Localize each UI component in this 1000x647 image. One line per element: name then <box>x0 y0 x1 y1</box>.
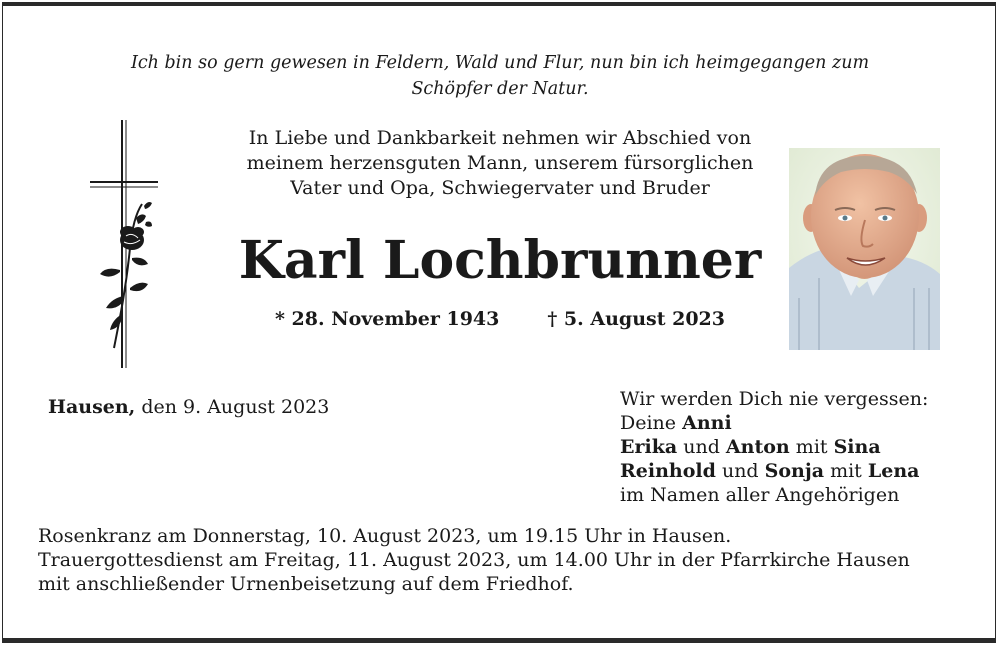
service-info <box>38 524 968 596</box>
motto-verse <box>60 50 940 102</box>
family-line-3 <box>620 435 928 459</box>
family-name: Lena <box>867 460 920 482</box>
motto-line-1: Ich bin so gern gewesen in Feldern, Wald und Flur, nun bin ich heimgegangen zum <box>130 53 870 73</box>
service-line-1: Rosenkranz am Donnerstag, 10. August 2023, um 19.15 Uhr in Hausen. <box>38 525 732 547</box>
motto-line-2: Schöpfer der Natur. <box>411 79 589 99</box>
life-dates <box>260 308 740 330</box>
family-prefix: Deine <box>620 412 677 434</box>
family-connector: mit <box>795 436 828 458</box>
service-line-2: Trauergottesdienst am Freitag, 11. August 2023, um 14.00 Uhr in der Pfarrkirche Hausen <box>38 549 910 571</box>
intro-text <box>200 126 800 201</box>
family-name: Erika <box>620 436 678 458</box>
intro-line-2: meinem herzensguten Mann, unserem fürsorglichen <box>246 152 754 174</box>
family-line-4 <box>620 459 928 483</box>
death-date: † 5. August 2023 <box>547 308 725 330</box>
birth-date: * 28. November 1943 <box>275 308 500 330</box>
family-line-5: im Namen aller Angehörigen <box>620 484 900 506</box>
deceased-name: Karl Lochbrunner <box>238 230 762 291</box>
family-signature <box>620 387 928 507</box>
family-name: Anton <box>725 436 790 458</box>
intro-line-3: Vater und Opa, Schwiegervater und Bruder <box>290 177 710 199</box>
family-connector: und <box>721 460 759 482</box>
portrait-photo <box>789 148 940 350</box>
family-name: Sonja <box>764 460 825 482</box>
family-connector: mit <box>830 460 862 482</box>
intro-line-1: In Liebe und Dankbarkeit nehmen wir Abschied von <box>248 127 752 149</box>
service-line-3: mit anschließender Urnenbeisetzung auf dem Friedhof. <box>38 573 574 595</box>
family-line-1: Wir werden Dich nie vergessen: <box>620 388 929 410</box>
place-name: Hausen, <box>48 396 136 418</box>
family-line-2 <box>620 411 928 435</box>
family-name-anni: Anni <box>682 412 732 434</box>
family-name: Sina <box>833 436 881 458</box>
place-date <box>48 394 329 420</box>
family-connector: und <box>683 436 720 458</box>
notice-date: den 9. August 2023 <box>141 396 330 418</box>
cross-with-rose-icon <box>86 118 166 370</box>
family-name: Reinhold <box>620 460 716 482</box>
